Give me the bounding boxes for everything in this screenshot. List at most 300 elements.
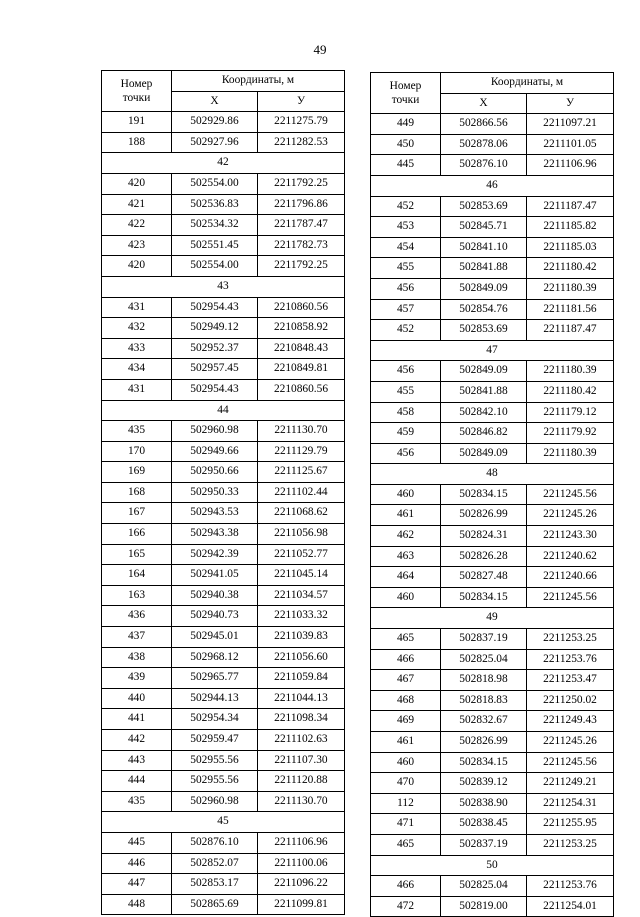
point-number-cell: 422 (102, 215, 172, 236)
x-coordinate-cell: 502945.01 (172, 627, 258, 648)
table-row (371, 381, 614, 402)
x-coordinate-cell: 502849.09 (441, 278, 527, 299)
x-coordinate-cell: 502954.43 (172, 297, 258, 318)
point-number-header-line1: Номер (120, 78, 153, 91)
section-row (371, 608, 614, 629)
point-number-cell: 165 (102, 544, 172, 565)
table-row (102, 647, 345, 668)
point-number-cell: 445 (371, 155, 441, 176)
x-coordinate-cell: 502949.12 (172, 318, 258, 339)
table-row (371, 217, 614, 238)
table-body (371, 114, 614, 917)
y-coordinate-cell: 2211107.30 (258, 750, 345, 771)
point-number-cell: 455 (371, 258, 441, 279)
x-coordinate-cell: 502944.13 (172, 688, 258, 709)
point-number-cell: 433 (102, 338, 172, 359)
table-row (371, 402, 614, 423)
table-row (371, 155, 614, 176)
table-row (371, 732, 614, 753)
table-row (371, 773, 614, 794)
x-coordinate-cell: 502824.31 (441, 526, 527, 547)
x-coordinate-cell: 502837.19 (441, 629, 527, 650)
point-number-cell: 432 (102, 318, 172, 339)
table-row (102, 173, 345, 194)
table-row (102, 791, 345, 812)
point-number-cell: 112 (371, 793, 441, 814)
point-number-cell: 434 (102, 359, 172, 380)
table-row (102, 688, 345, 709)
x-coordinate-cell: 502853.69 (441, 196, 527, 217)
x-coordinate-cell: 502826.99 (441, 505, 527, 526)
x-coordinate-cell: 502845.71 (441, 217, 527, 238)
x-coordinate-cell: 502825.04 (441, 649, 527, 670)
x-coordinate-cell: 502818.98 (441, 670, 527, 691)
y-coordinate-cell: 2211250.02 (527, 690, 614, 711)
y-coordinate-cell: 2211275.79 (258, 112, 345, 133)
x-coordinate-cell: 502954.43 (172, 379, 258, 400)
y-coordinate-cell: 2211097.21 (527, 114, 614, 135)
table-row (371, 896, 614, 917)
point-number-cell: 453 (371, 217, 441, 238)
y-coordinate-cell: 2211129.79 (258, 441, 345, 462)
point-number-cell: 442 (102, 730, 172, 751)
section-row (102, 400, 345, 421)
table-row (102, 462, 345, 483)
point-number-cell: 167 (102, 503, 172, 524)
x-coordinate-cell: 502950.66 (172, 462, 258, 483)
point-number-cell: 458 (371, 402, 441, 423)
x-coordinate-cell: 502954.34 (172, 709, 258, 730)
table-row (371, 814, 614, 835)
table-row (102, 256, 345, 277)
point-number-cell: 188 (102, 132, 172, 153)
table-row (102, 874, 345, 895)
section-number: 44 (102, 400, 345, 421)
x-coordinate-cell: 502854.76 (441, 299, 527, 320)
x-coordinate-cell: 502955.56 (172, 750, 258, 771)
x-coordinate-cell: 502825.04 (441, 876, 527, 897)
point-number-cell: 461 (371, 732, 441, 753)
y-coordinate-cell: 2211052.77 (258, 544, 345, 565)
table-row (371, 423, 614, 444)
x-coordinate-cell: 502878.06 (441, 134, 527, 155)
y-coordinate-cell: 2211102.63 (258, 730, 345, 751)
section-number: 50 (371, 855, 614, 876)
x-coordinate-cell: 502834.15 (441, 752, 527, 773)
point-number-cell: 439 (102, 668, 172, 689)
point-number-cell: 163 (102, 585, 172, 606)
point-number-cell: 438 (102, 647, 172, 668)
table-row (371, 278, 614, 299)
x-coordinate-cell: 502841.88 (441, 381, 527, 402)
point-number-cell: 454 (371, 237, 441, 258)
table-row (371, 649, 614, 670)
x-coordinate-cell: 502876.10 (172, 832, 258, 853)
y-coordinate-cell: 2211187.47 (527, 196, 614, 217)
x-coordinate-cell: 502940.73 (172, 606, 258, 627)
x-coordinate-cell: 502943.38 (172, 524, 258, 545)
y-coordinate-cell: 2211098.34 (258, 709, 345, 730)
point-number-cell: 456 (371, 443, 441, 464)
y-coordinate-cell: 2211120.88 (258, 771, 345, 792)
x-coordinate-cell: 502837.19 (441, 834, 527, 855)
y-coordinate-cell: 2211245.26 (527, 505, 614, 526)
point-number-cell: 448 (102, 894, 172, 915)
section-number: 42 (102, 153, 345, 174)
table-row (102, 482, 345, 503)
point-number-cell: 431 (102, 297, 172, 318)
table-row (371, 134, 614, 155)
x-coordinate-cell: 502853.17 (172, 874, 258, 895)
section-row (102, 153, 345, 174)
x-coordinate-cell: 502942.39 (172, 544, 258, 565)
y-coordinate-cell: 2211179.12 (527, 402, 614, 423)
x-coordinate-cell: 502826.99 (441, 732, 527, 753)
y-coordinate-cell: 2211099.81 (258, 894, 345, 915)
point-number-cell: 420 (102, 256, 172, 277)
point-number-header-line1: Номер (389, 80, 422, 93)
point-number-cell: 462 (371, 526, 441, 547)
x-coordinate-cell: 502968.12 (172, 647, 258, 668)
table-row (102, 771, 345, 792)
table-row (371, 546, 614, 567)
y-coordinate-cell: 2211056.60 (258, 647, 345, 668)
table-body (102, 112, 345, 915)
x-coordinate-cell: 502841.10 (441, 237, 527, 258)
y-coordinate-cell: 2211240.62 (527, 546, 614, 567)
table-row (371, 484, 614, 505)
table-row (371, 299, 614, 320)
table-row (102, 627, 345, 648)
table-row (102, 544, 345, 565)
table-row (371, 793, 614, 814)
y-coordinate-cell: 2211056.98 (258, 524, 345, 545)
y-coordinate-cell: 2211253.25 (527, 629, 614, 650)
x-coordinate-cell: 502834.15 (441, 587, 527, 608)
table-row (371, 237, 614, 258)
section-number: 48 (371, 464, 614, 485)
table-row (102, 112, 345, 133)
y-coordinate-cell: 2211185.82 (527, 217, 614, 238)
point-number-cell: 469 (371, 711, 441, 732)
y-coordinate-cell: 2210860.56 (258, 297, 345, 318)
point-number-cell: 168 (102, 482, 172, 503)
x-coordinate-cell: 502832.67 (441, 711, 527, 732)
section-number: 49 (371, 608, 614, 629)
point-number-cell: 464 (371, 567, 441, 588)
y-coordinate-cell: 2211254.31 (527, 793, 614, 814)
coordinates-header: Координаты, м (172, 71, 345, 92)
point-number-cell: 447 (102, 874, 172, 895)
table-row (102, 503, 345, 524)
point-number-cell: 423 (102, 235, 172, 256)
point-number-cell: 466 (371, 649, 441, 670)
table-row (371, 114, 614, 135)
point-number-header-line2: точки (391, 94, 420, 107)
section-number: 47 (371, 340, 614, 361)
section-row (371, 175, 614, 196)
table-row (102, 338, 345, 359)
y-coordinate-cell: 2211187.47 (527, 320, 614, 341)
point-number-cell: 456 (371, 278, 441, 299)
y-coordinate-cell: 2211796.86 (258, 194, 345, 215)
y-coordinate-cell: 2211059.84 (258, 668, 345, 689)
table-row (102, 730, 345, 751)
y-coordinate-cell: 2211253.76 (527, 649, 614, 670)
x-coordinate-cell: 502554.00 (172, 173, 258, 194)
table-row (102, 421, 345, 442)
point-number-cell: 449 (371, 114, 441, 135)
table-row (102, 585, 345, 606)
point-number-cell: 465 (371, 629, 441, 650)
x-coordinate-cell: 502927.96 (172, 132, 258, 153)
point-number-cell: 436 (102, 606, 172, 627)
x-coordinate-cell: 502838.45 (441, 814, 527, 835)
table-row (102, 215, 345, 236)
table-row (102, 565, 345, 586)
x-coordinate-cell: 502839.12 (441, 773, 527, 794)
x-coordinate-cell: 502940.38 (172, 585, 258, 606)
table-row (102, 709, 345, 730)
table-row (371, 361, 614, 382)
point-number-cell: 461 (371, 505, 441, 526)
point-number-cell: 459 (371, 423, 441, 444)
x-coordinate-cell: 502536.83 (172, 194, 258, 215)
y-coordinate-cell: 2210848.43 (258, 338, 345, 359)
table-row (102, 750, 345, 771)
table-row (371, 752, 614, 773)
x-coordinate-cell: 502865.69 (172, 894, 258, 915)
table-row (371, 670, 614, 691)
point-number-cell: 457 (371, 299, 441, 320)
x-coordinate-cell: 502929.86 (172, 112, 258, 133)
y-coordinate-cell: 2211249.21 (527, 773, 614, 794)
x-coordinate-cell: 502960.98 (172, 791, 258, 812)
y-coordinate-cell: 2211254.01 (527, 896, 614, 917)
point-number-cell: 420 (102, 173, 172, 194)
y-coordinate-cell: 2211100.06 (258, 853, 345, 874)
table-row (371, 258, 614, 279)
y-coordinate-cell: 2211249.43 (527, 711, 614, 732)
table-row (102, 379, 345, 400)
point-number-cell: 466 (371, 876, 441, 897)
x-coordinate-cell: 502950.33 (172, 482, 258, 503)
section-row (102, 812, 345, 833)
x-coordinate-cell: 502943.53 (172, 503, 258, 524)
point-number-cell: 421 (102, 194, 172, 215)
x-coordinate-cell: 502842.10 (441, 402, 527, 423)
table-row (371, 834, 614, 855)
y-coordinate-cell: 2211130.70 (258, 421, 345, 442)
x-coordinate-cell: 502551.45 (172, 235, 258, 256)
y-column-header: У (527, 93, 614, 114)
point-number-cell: 452 (371, 320, 441, 341)
y-coordinate-cell: 2211130.70 (258, 791, 345, 812)
table-row (371, 320, 614, 341)
point-number-header-line2: точки (122, 92, 151, 105)
x-coordinate-cell: 502853.69 (441, 320, 527, 341)
y-coordinate-cell: 2211282.53 (258, 132, 345, 153)
x-coordinate-cell: 502955.56 (172, 771, 258, 792)
point-number-cell: 471 (371, 814, 441, 835)
table-row (102, 318, 345, 339)
point-number-cell: 463 (371, 546, 441, 567)
y-coordinate-cell: 2211253.25 (527, 834, 614, 855)
y-coordinate-cell: 2211106.96 (527, 155, 614, 176)
y-coordinate-cell: 2211179.92 (527, 423, 614, 444)
section-row (371, 340, 614, 361)
table-row (102, 441, 345, 462)
y-coordinate-cell: 2211125.67 (258, 462, 345, 483)
y-coordinate-cell: 2211044.13 (258, 688, 345, 709)
coordinates-table-right (370, 72, 614, 917)
section-row (371, 464, 614, 485)
point-number-cell: 468 (371, 690, 441, 711)
point-number-cell: 465 (371, 834, 441, 855)
point-number-cell: 450 (371, 134, 441, 155)
point-number-cell: 166 (102, 524, 172, 545)
table-row (102, 606, 345, 627)
y-coordinate-cell: 2211033.32 (258, 606, 345, 627)
x-coordinate-cell: 502826.28 (441, 546, 527, 567)
x-coordinate-cell: 502949.66 (172, 441, 258, 462)
point-number-cell: 472 (371, 896, 441, 917)
x-coordinate-cell: 502846.82 (441, 423, 527, 444)
section-row (371, 855, 614, 876)
x-coordinate-cell: 502834.15 (441, 484, 527, 505)
table-row (371, 876, 614, 897)
page-number: 49 (313, 42, 327, 57)
y-coordinate-cell: 2211243.30 (527, 526, 614, 547)
point-number-cell: 435 (102, 791, 172, 812)
point-number-cell: 455 (371, 381, 441, 402)
point-number-cell: 170 (102, 441, 172, 462)
point-number-cell: 444 (102, 771, 172, 792)
point-number-cell: 440 (102, 688, 172, 709)
x-coordinate-cell: 502819.00 (441, 896, 527, 917)
y-coordinate-cell: 2211045.14 (258, 565, 345, 586)
section-number: 43 (102, 276, 345, 297)
x-coordinate-cell: 502952.37 (172, 338, 258, 359)
point-number-cell: 169 (102, 462, 172, 483)
table-row (371, 629, 614, 650)
table-row (371, 443, 614, 464)
table-row (371, 690, 614, 711)
x-coordinate-cell: 502849.09 (441, 361, 527, 382)
table-row (102, 235, 345, 256)
y-coordinate-cell: 2211180.42 (527, 381, 614, 402)
table-row (371, 587, 614, 608)
y-coordinate-cell: 2211253.47 (527, 670, 614, 691)
y-coordinate-cell: 2210860.56 (258, 379, 345, 400)
x-coordinate-cell: 502960.98 (172, 421, 258, 442)
point-number-cell: 435 (102, 421, 172, 442)
y-coordinate-cell: 2211034.57 (258, 585, 345, 606)
table-row (371, 711, 614, 732)
y-coordinate-cell: 2211787.47 (258, 215, 345, 236)
table-row (371, 526, 614, 547)
point-number-cell: 460 (371, 752, 441, 773)
point-number-cell: 446 (102, 853, 172, 874)
y-coordinate-cell: 2211245.56 (527, 587, 614, 608)
table-row (371, 505, 614, 526)
x-coordinate-cell: 502957.45 (172, 359, 258, 380)
y-coordinate-cell: 2211792.25 (258, 173, 345, 194)
y-coordinate-cell: 2211180.39 (527, 278, 614, 299)
y-coordinate-cell: 2211782.73 (258, 235, 345, 256)
point-number-cell: 452 (371, 196, 441, 217)
y-coordinate-cell: 2211792.25 (258, 256, 345, 277)
y-coordinate-cell: 2210849.81 (258, 359, 345, 380)
x-coordinate-cell: 502852.07 (172, 853, 258, 874)
coordinates-table-left (101, 70, 345, 915)
table-row (102, 668, 345, 689)
x-coordinate-cell: 502818.83 (441, 690, 527, 711)
y-coordinate-cell: 2211101.05 (527, 134, 614, 155)
x-coordinate-cell: 502534.32 (172, 215, 258, 236)
y-coordinate-cell: 2211245.26 (527, 732, 614, 753)
section-row (102, 276, 345, 297)
point-number-cell: 460 (371, 484, 441, 505)
y-coordinate-cell: 2211253.76 (527, 876, 614, 897)
table-row (102, 524, 345, 545)
point-number-cell: 437 (102, 627, 172, 648)
section-number: 46 (371, 175, 614, 196)
x-coordinate-cell: 502876.10 (441, 155, 527, 176)
y-coordinate-cell: 2211180.39 (527, 443, 614, 464)
point-number-cell: 456 (371, 361, 441, 382)
y-column-header: У (258, 91, 345, 112)
x-coordinate-cell: 502941.05 (172, 565, 258, 586)
point-number-cell: 470 (371, 773, 441, 794)
point-number-cell: 460 (371, 587, 441, 608)
point-number-cell: 443 (102, 750, 172, 771)
point-number-cell: 445 (102, 832, 172, 853)
table-row (102, 297, 345, 318)
point-number-cell: 467 (371, 670, 441, 691)
point-number-header (102, 71, 172, 112)
table-row (102, 132, 345, 153)
x-coordinate-cell: 502841.88 (441, 258, 527, 279)
x-coordinate-cell: 502554.00 (172, 256, 258, 277)
y-coordinate-cell: 2211245.56 (527, 752, 614, 773)
x-coordinate-cell: 502965.77 (172, 668, 258, 689)
table-row (102, 832, 345, 853)
y-coordinate-cell: 2211106.96 (258, 832, 345, 853)
point-number-cell: 431 (102, 379, 172, 400)
table-row (102, 194, 345, 215)
y-coordinate-cell: 2211039.83 (258, 627, 345, 648)
coordinates-header: Координаты, м (441, 73, 614, 94)
y-coordinate-cell: 2211096.22 (258, 874, 345, 895)
x-column-header: X (172, 91, 258, 112)
y-coordinate-cell: 2211255.95 (527, 814, 614, 835)
y-coordinate-cell: 2211068.62 (258, 503, 345, 524)
x-coordinate-cell: 502827.48 (441, 567, 527, 588)
point-number-cell: 164 (102, 565, 172, 586)
x-coordinate-cell: 502866.56 (441, 114, 527, 135)
y-coordinate-cell: 2211180.42 (527, 258, 614, 279)
table-row (102, 853, 345, 874)
y-coordinate-cell: 2211245.56 (527, 484, 614, 505)
point-number-cell: 441 (102, 709, 172, 730)
x-coordinate-cell: 502959.47 (172, 730, 258, 751)
section-number: 45 (102, 812, 345, 833)
point-number-cell: 191 (102, 112, 172, 133)
table-row (371, 196, 614, 217)
y-coordinate-cell: 2211185.03 (527, 237, 614, 258)
y-coordinate-cell: 2211180.39 (527, 361, 614, 382)
